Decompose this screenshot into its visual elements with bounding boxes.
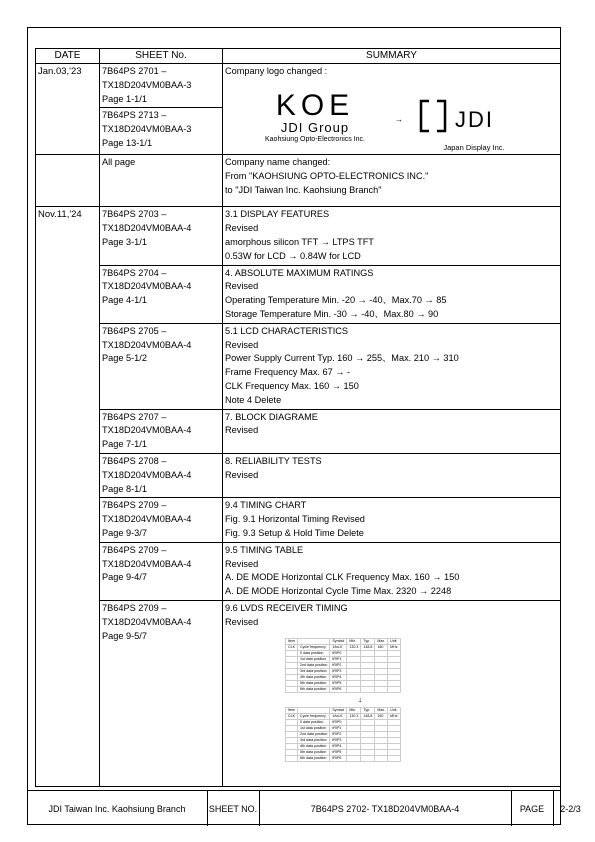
row-sheet [100, 207, 223, 265]
mini-cell: 5th data position [298, 749, 330, 755]
row-sheet [100, 453, 223, 497]
sheet-line: TX18D204VM0BAA-4 [102, 281, 192, 292]
summary-line: 0.53W for LCD → 0.84W for LCD [225, 250, 361, 261]
mini-head-cell: Typ. [361, 707, 375, 713]
sheet-header: SHEET No. [100, 49, 223, 64]
row-sheet [100, 498, 223, 542]
mini-cell: Cycle frequency [298, 644, 330, 650]
row-summary [223, 265, 561, 323]
row-date: Nov.11,'24 [36, 207, 100, 787]
table-row [36, 600, 561, 786]
mini-head-cell: Unit [388, 707, 400, 713]
sheet-line: 7B64PS 2713 – [102, 110, 167, 121]
koe-group-text: JDI Group [280, 119, 350, 135]
summary-line: A. DE MODE Horizontal Cycle Time Max. 2320 → 2248 [225, 586, 452, 597]
row-sheet [100, 108, 223, 155]
summary-line: 4. ABSOLUTE MAXIMUM RATINGS [225, 267, 374, 278]
sheet-line: Page 1-1/1 [102, 93, 147, 104]
mini-cell: 0 data position [298, 650, 330, 656]
table-row [36, 542, 561, 600]
mini-cell: 130.3 [347, 713, 361, 719]
mini-cell: MHz [388, 644, 400, 650]
arrow-icon: → [395, 114, 403, 124]
mini-cell: 1/tcLK [330, 644, 347, 650]
summary-line: Revised [225, 281, 259, 292]
mini-head-cell: Unit [388, 638, 400, 644]
summary-line: to "JDI Taiwan Inc. Kaohsiung Branch" [225, 184, 382, 195]
mini-head-cell: Typ. [361, 638, 375, 644]
mini-cell: 5th data position [298, 680, 330, 686]
summary-line: A. DE MODE Horizontal CLK Frequency Max. 160 → 150 [225, 572, 460, 583]
revision-table [35, 48, 561, 787]
mini-cell: 130.3 [347, 644, 361, 650]
mini-row [286, 755, 401, 761]
sheet-line: Page 8-1/1 [102, 483, 147, 494]
table-row [36, 265, 561, 323]
sheet-line: TX18D204VM0BAA-3 [102, 124, 192, 135]
mini-cell [286, 755, 298, 761]
jdi-logo-text: JDI [455, 106, 494, 132]
mini-cell: 1st data position [298, 656, 330, 662]
sheet-line: TX18D204VM0BAA-4 [102, 425, 192, 436]
summary-line: amorphous silicon TFT → LTPS TFT [225, 236, 374, 247]
row-sheet [100, 409, 223, 453]
mini-cell: 148.8 [361, 644, 375, 650]
mini-cell: 4th data position [298, 743, 330, 749]
mini-cell: MHz [388, 713, 400, 719]
sheet-line: TX18D204VM0BAA-4 [102, 558, 192, 569]
summary-line: From "KAOHSIUNG OPTO-ELECTRONICS INC." [225, 171, 429, 182]
summary-line: 8. RELIABILITY TESTS [225, 455, 322, 466]
summary-line: Company logo changed : [225, 66, 328, 76]
footer [27, 790, 581, 826]
summary-line: Revised [225, 425, 259, 436]
sheet-line: 7B64PS 2709 – [102, 544, 167, 555]
footer-sheet-label: SHEET NO. [207, 791, 260, 826]
summary-line: Storage Temperature Min. -30 → -40、Max.80 → 90 [225, 308, 439, 319]
mini-head-cell: Max. [375, 707, 388, 713]
summary-line: Revised [225, 616, 259, 627]
mini-cell: tRIP4 [330, 743, 347, 749]
mini-cell [375, 686, 388, 692]
mini-head-cell: Item [286, 638, 298, 644]
logo-change [225, 79, 558, 151]
mini-cell: tRIP0 [330, 650, 347, 656]
mini-cell: 6th data position [298, 755, 330, 761]
mini-cell: 148.8 [361, 713, 375, 719]
sheet-line: 7B64PS 2708 – [102, 455, 167, 466]
lvds-timing-tables [285, 638, 558, 762]
row-summary [223, 64, 561, 155]
mini-head-cell: Max. [375, 638, 388, 644]
mini-cell [375, 755, 388, 761]
mini-cell: tRIP3 [330, 737, 347, 743]
mini-cell: 160 [375, 644, 388, 650]
mini-cell: 1st data position [298, 725, 330, 731]
mini-cell: 2nd data position [298, 662, 330, 668]
mini-cell [388, 755, 400, 761]
sheet-line: 7B64PS 2705 – [102, 325, 167, 336]
mini-cell: 1/tcLK [330, 713, 347, 719]
row-summary [223, 323, 561, 409]
row-sheet [100, 64, 223, 108]
row-sheet [100, 323, 223, 409]
mini-cell: CLK [286, 713, 298, 719]
summary-line: Note 4 Delete [225, 394, 282, 405]
mini-cell: 4th data position [298, 674, 330, 680]
summary-header: SUMMARY [223, 49, 561, 64]
mini-cell: tRIP1 [330, 656, 347, 662]
date-header: DATE [36, 49, 100, 64]
footer-company: JDI Taiwan Inc. Kaohsiung Branch [27, 791, 208, 826]
mini-cell: tRIP2 [330, 662, 347, 668]
summary-line: Fig. 9.1 Horizontal Timing Revised [225, 514, 365, 525]
sheet-line: Page 5-1/2 [102, 353, 147, 364]
row-summary [223, 542, 561, 600]
sheet-line: Page 4-1/1 [102, 295, 147, 306]
summary-line: 3.1 DISPLAY FEATURES [225, 209, 330, 220]
summary-line: CLK Frequency Max. 160 → 150 [225, 380, 359, 391]
footer-sheet-number: 7B64PS 2702- TX18D204VM0BAA-4 [259, 791, 512, 826]
sheet-line: TX18D204VM0BAA-4 [102, 616, 192, 627]
summary-line: Frame Frequency Max. 67 → - [225, 367, 351, 378]
mini-cell: tRIP0 [330, 719, 347, 725]
jdi-logo [419, 97, 529, 155]
jdi-subtitle: Japan Display Inc. [443, 142, 505, 152]
mini-cell: 150 [375, 713, 388, 719]
table-header-row [36, 49, 561, 64]
mini-head-cell: Symbol [330, 638, 347, 644]
table-row [36, 155, 561, 207]
summary-line: Revised [225, 223, 259, 234]
row-summary [223, 155, 561, 207]
row-summary [223, 498, 561, 542]
mini-cell: tRIP4 [330, 674, 347, 680]
summary-line: 9.5 TIMING TABLE [225, 544, 304, 555]
mini-head-cell: Min. [347, 638, 361, 644]
row-sheet [100, 155, 223, 207]
mini-cell: CLK [286, 644, 298, 650]
mini-head-cell: Item [286, 707, 298, 713]
lvds-table-after [285, 707, 401, 762]
lvds-table-before [285, 638, 401, 693]
mini-cell [286, 686, 298, 692]
sheet-line: 7B64PS 2707 – [102, 411, 167, 422]
mini-cell: 0 data position [298, 719, 330, 725]
sheet-line: 7B64PS 2709 – [102, 602, 167, 613]
sheet-line: TX18D204VM0BAA-4 [102, 339, 192, 350]
summary-line: 5.1 LCD CHARACTERISTICS [225, 325, 349, 336]
mini-cell: tRIP2 [330, 731, 347, 737]
sheet-line: 7B64PS 2704 – [102, 267, 167, 278]
mini-cell: 6th data position [298, 686, 330, 692]
row-date [36, 155, 100, 207]
mini-cell [361, 755, 375, 761]
table-row [36, 207, 561, 265]
summary-line: Power Supply Current Typ. 160 → 255、Max. 210 → 310 [225, 353, 459, 364]
mini-head-cell: Min. [347, 707, 361, 713]
sheet-line: Page 9-5/7 [102, 630, 147, 641]
mini-cell: tRIP6 [330, 686, 347, 692]
mini-cell [347, 686, 361, 692]
mini-cell [347, 755, 361, 761]
summary-line: Company name changed: [225, 157, 331, 168]
koe-subtitle: Kaohsiung Opto-Electronics Inc. [265, 135, 365, 143]
mini-cell: 3rd data position [298, 668, 330, 674]
summary-line: Revised [225, 469, 259, 480]
table-row [36, 64, 561, 108]
sheet-line: 7B64PS 2703 – [102, 209, 167, 220]
sheet-line: 7B64PS 2709 – [102, 500, 167, 511]
mini-cell: tRIP6 [330, 755, 347, 761]
summary-line: Revised [225, 339, 259, 350]
footer-page-label: PAGE [511, 791, 554, 826]
sheet-line: TX18D204VM0BAA-4 [102, 514, 192, 525]
sheet-line: TX18D204VM0BAA-4 [102, 223, 192, 234]
row-date: Jan.03,'23 [36, 64, 100, 155]
table-row [36, 409, 561, 453]
mini-cell: tRIP5 [330, 680, 347, 686]
summary-line: 7. BLOCK DIAGRAME [225, 411, 318, 422]
table-row [36, 498, 561, 542]
mini-cell: tRIP3 [330, 668, 347, 674]
mini-cell: Cycle frequency [298, 713, 330, 719]
table-row [36, 323, 561, 409]
row-sheet [100, 265, 223, 323]
sheet-line: Page 9-3/7 [102, 527, 147, 538]
sheet-line: Page 3-1/1 [102, 236, 147, 247]
footer-page-number: 2-2/3 [560, 803, 581, 814]
sheet-line: Page 13-1/1 [102, 137, 153, 148]
mini-cell: 2nd data position [298, 731, 330, 737]
mini-cell: tRIP1 [330, 725, 347, 731]
sheet-line: All page [102, 157, 136, 168]
mini-cell [388, 686, 400, 692]
summary-line: 9.4 TIMING CHART [225, 500, 307, 511]
koe-logo [235, 88, 395, 145]
sheet-line: TX18D204VM0BAA-3 [102, 79, 192, 90]
row-summary [223, 453, 561, 497]
sheet-line: 7B64PS 2701 – [102, 66, 167, 76]
revision-rows [36, 64, 561, 787]
summary-line: Revised [225, 558, 259, 569]
mini-cell: 3rd data position [298, 737, 330, 743]
row-sheet [100, 600, 223, 786]
mini-cell [361, 686, 375, 692]
summary-line: Operating Temperature Min. -20 → -40、Max.70 → 85 [225, 295, 447, 306]
mini-head-cell: Symbol [330, 707, 347, 713]
down-arrow-icon: ↓ [358, 694, 362, 704]
sheet-line: Page 7-1/1 [102, 439, 147, 450]
sheet-line: Page 9-4/7 [102, 572, 147, 583]
row-summary [223, 600, 561, 786]
summary-line: Fig. 9.3 Setup & Hold Time Delete [225, 527, 364, 538]
row-sheet [100, 542, 223, 600]
jdi-logo-icon [419, 97, 519, 137]
row-summary [223, 409, 561, 453]
row-summary [223, 207, 561, 265]
table-row [36, 453, 561, 497]
summary-line: 9.6 LVDS RECEIVER TIMING [225, 602, 348, 613]
koe-logo-text: KOE [275, 88, 355, 122]
mini-row [286, 686, 401, 692]
mini-cell: tRIP5 [330, 749, 347, 755]
sheet-line: TX18D204VM0BAA-4 [102, 469, 192, 480]
